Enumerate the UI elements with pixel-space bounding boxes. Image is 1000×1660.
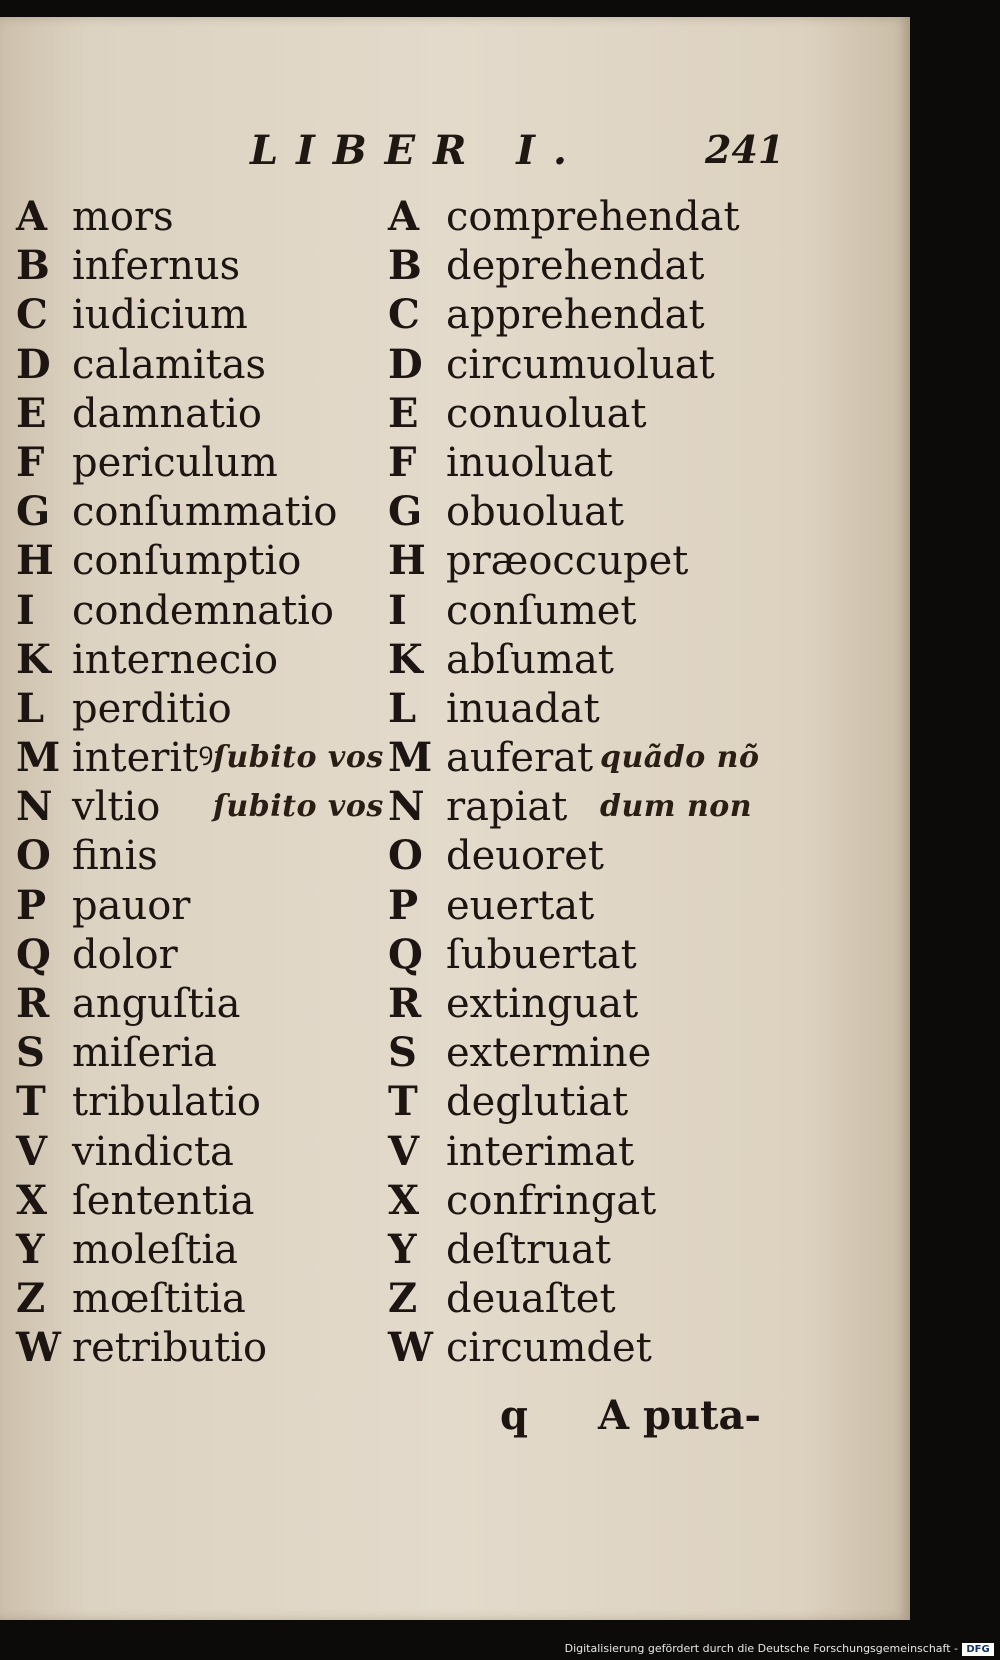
entry-word: inuadat bbox=[446, 685, 600, 732]
entry-letter: Y bbox=[388, 1225, 417, 1273]
entry-word: tribulatio bbox=[72, 1079, 261, 1126]
entry-letter: R bbox=[16, 980, 50, 1027]
entry-word: extinguat bbox=[446, 981, 639, 1027]
entry-word: miſeria bbox=[72, 1030, 217, 1077]
left-column bbox=[16, 192, 386, 1373]
entry-letter: V bbox=[16, 1127, 48, 1175]
entry-row bbox=[16, 1077, 386, 1126]
entry-row bbox=[16, 881, 386, 930]
entry-letter: Q bbox=[16, 930, 51, 978]
entry-row bbox=[16, 1028, 386, 1077]
entry-row bbox=[388, 1323, 888, 1372]
entry-letter: H bbox=[388, 537, 426, 585]
running-title: LIBER I. bbox=[250, 127, 585, 174]
entry-letter: B bbox=[16, 242, 50, 290]
entry-letter: S bbox=[388, 1029, 417, 1077]
entry-letter: V bbox=[388, 1127, 420, 1175]
catchword: A puta- bbox=[598, 1392, 762, 1439]
entry-row bbox=[388, 684, 888, 733]
entry-letter: W bbox=[388, 1324, 433, 1372]
page-footer bbox=[0, 1392, 910, 1452]
entry-letter: B bbox=[388, 242, 422, 290]
entry-word: conſumet bbox=[446, 587, 637, 634]
entry-letter: K bbox=[388, 635, 423, 683]
entry-row bbox=[16, 192, 386, 241]
entry-word: inuoluat bbox=[446, 439, 613, 486]
entry-word: finis bbox=[72, 833, 158, 880]
entry-letter: D bbox=[388, 340, 423, 388]
entry-letter: Q bbox=[388, 930, 423, 978]
entry-letter: W bbox=[16, 1324, 61, 1372]
entry-row bbox=[388, 930, 888, 979]
entry-word: deglutiat bbox=[446, 1079, 629, 1126]
handwritten-note: ſubito vos bbox=[213, 740, 384, 776]
entry-letter: T bbox=[388, 1078, 418, 1126]
entry-word: mors bbox=[72, 194, 174, 240]
entry-word: retributio bbox=[72, 1325, 268, 1372]
entry-row bbox=[16, 684, 386, 733]
entry-row bbox=[388, 979, 888, 1028]
entry-letter: I bbox=[388, 586, 407, 634]
entry-letter: L bbox=[16, 684, 45, 732]
entry-row bbox=[388, 241, 888, 290]
entry-word: perditio bbox=[72, 685, 232, 732]
entry-letter: F bbox=[16, 438, 45, 486]
entry-letter: G bbox=[16, 488, 51, 536]
entry-row bbox=[388, 1028, 888, 1077]
page-header bbox=[0, 127, 910, 187]
entry-letter: K bbox=[16, 635, 51, 683]
entry-row bbox=[16, 1323, 386, 1372]
entry-letter: D bbox=[16, 340, 51, 388]
entry-word: vltio bbox=[72, 784, 161, 831]
book-page bbox=[0, 17, 910, 1620]
entry-word: conſumptio bbox=[72, 538, 302, 585]
entry-row bbox=[16, 438, 386, 487]
entry-letter: Y bbox=[16, 1225, 45, 1273]
entry-word: ſententia bbox=[72, 1177, 255, 1224]
entry-word: iudicium bbox=[72, 292, 248, 339]
entry-row bbox=[388, 1077, 888, 1126]
entry-row bbox=[388, 438, 888, 487]
entry-row bbox=[388, 1225, 888, 1274]
entry-word: interimat bbox=[446, 1128, 635, 1175]
entry-row bbox=[16, 1176, 386, 1225]
entry-word: ſubuertat bbox=[446, 931, 637, 978]
entry-letter: A bbox=[388, 193, 420, 240]
entry-letter: P bbox=[16, 881, 47, 929]
entry-word: comprehendat bbox=[446, 194, 740, 240]
entry-letter: C bbox=[16, 291, 48, 339]
entry-word: condemnatio bbox=[72, 587, 335, 634]
entry-word: vindicta bbox=[72, 1128, 234, 1175]
entry-row bbox=[16, 831, 386, 880]
entry-word: damnatio bbox=[72, 390, 262, 437]
entry-letter: X bbox=[16, 1176, 48, 1224]
entry-row bbox=[388, 290, 888, 339]
entry-row bbox=[16, 586, 386, 635]
entry-word: infernus bbox=[72, 243, 241, 290]
entry-row bbox=[16, 487, 386, 536]
entry-row bbox=[388, 1274, 888, 1323]
entry-word: præoccupet bbox=[446, 538, 689, 585]
entry-row bbox=[16, 1127, 386, 1176]
entry-word: internecio bbox=[72, 636, 279, 683]
entry-word: pauor bbox=[72, 882, 191, 929]
entry-word: apprehendat bbox=[446, 292, 705, 339]
entry-row bbox=[16, 930, 386, 979]
entry-row bbox=[388, 831, 888, 880]
entry-word: anguſtia bbox=[72, 981, 241, 1027]
entry-row bbox=[16, 536, 386, 585]
entry-word: euertat bbox=[446, 882, 595, 929]
entry-row bbox=[388, 389, 888, 438]
page-number: 241 bbox=[705, 127, 785, 172]
entry-word: interitꝰ bbox=[72, 735, 214, 782]
entry-word: conſummatio bbox=[72, 489, 338, 536]
dfg-logo: DFG bbox=[962, 1643, 994, 1656]
entry-word: deſtruat bbox=[446, 1226, 611, 1273]
entry-letter: M bbox=[388, 734, 433, 782]
entry-row bbox=[388, 1176, 888, 1225]
entry-word: circumdet bbox=[446, 1325, 652, 1372]
entry-word: auferat bbox=[446, 735, 594, 782]
entry-word: circumuoluat bbox=[446, 341, 715, 388]
entry-word: periculum bbox=[72, 439, 278, 486]
entry-letter: E bbox=[388, 389, 419, 437]
entry-row bbox=[16, 1225, 386, 1274]
entry-word: conuoluat bbox=[446, 390, 647, 437]
entry-row bbox=[388, 192, 888, 241]
entry-row bbox=[388, 782, 888, 831]
entry-row bbox=[16, 733, 386, 782]
entry-word: confringat bbox=[446, 1177, 657, 1224]
entry-word: rapiat bbox=[446, 784, 568, 831]
entry-letter: P bbox=[388, 881, 419, 929]
entry-word: deprehendat bbox=[446, 243, 705, 290]
entry-row bbox=[388, 340, 888, 389]
entry-letter: N bbox=[388, 783, 425, 831]
entry-letter: R bbox=[388, 980, 422, 1027]
entry-word: deuoret bbox=[446, 833, 604, 880]
entry-letter: M bbox=[16, 734, 61, 782]
entry-row bbox=[388, 733, 888, 782]
entry-letter: Z bbox=[388, 1275, 418, 1323]
entry-letter: G bbox=[388, 488, 423, 536]
entry-letter: T bbox=[16, 1078, 46, 1126]
entry-word: deuaſtet bbox=[446, 1276, 616, 1323]
entry-letter: O bbox=[388, 832, 423, 880]
entry-row bbox=[16, 241, 386, 290]
entry-word: extermine bbox=[446, 1030, 652, 1077]
entry-letter: X bbox=[388, 1176, 420, 1224]
entry-letter: N bbox=[16, 783, 53, 831]
entry-letter: F bbox=[388, 438, 417, 486]
right-column bbox=[388, 192, 888, 1373]
entry-letter: S bbox=[16, 1029, 45, 1077]
handwritten-note: quãdo nõ bbox=[600, 740, 760, 776]
entry-letter: E bbox=[16, 389, 47, 437]
entry-word: dolor bbox=[72, 931, 178, 978]
entry-row bbox=[388, 536, 888, 585]
entry-row bbox=[388, 635, 888, 684]
entry-letter: O bbox=[16, 832, 51, 880]
entry-letter: I bbox=[16, 586, 35, 634]
entry-row bbox=[388, 487, 888, 536]
entry-row bbox=[16, 340, 386, 389]
credit-text: Digitalisierung gefördert durch die Deutsche Forschungsgemeinschaft - bbox=[564, 1642, 958, 1655]
entry-row bbox=[16, 979, 386, 1028]
entry-word: calamitas bbox=[72, 341, 267, 388]
entry-row bbox=[388, 881, 888, 930]
entry-row bbox=[16, 290, 386, 339]
handwritten-note: dum non bbox=[600, 789, 753, 825]
entry-letter: C bbox=[388, 291, 420, 339]
entry-word: obuoluat bbox=[446, 489, 625, 536]
entry-row bbox=[16, 635, 386, 684]
entry-row bbox=[16, 389, 386, 438]
credit-bar bbox=[0, 1640, 1000, 1660]
signature-mark: q bbox=[500, 1392, 528, 1439]
entry-letter: Z bbox=[16, 1275, 46, 1323]
entry-row bbox=[388, 586, 888, 635]
handwritten-note: ſubito vos bbox=[213, 789, 384, 825]
entry-word: moleſtia bbox=[72, 1226, 238, 1273]
entry-letter: L bbox=[388, 684, 417, 732]
entry-letter: A bbox=[16, 193, 48, 240]
entry-letter: H bbox=[16, 537, 54, 585]
entry-row bbox=[16, 1274, 386, 1323]
entry-word: mœſtitia bbox=[72, 1276, 246, 1323]
entry-row bbox=[388, 1127, 888, 1176]
entry-row bbox=[16, 782, 386, 831]
entry-word: abſumat bbox=[446, 636, 614, 683]
